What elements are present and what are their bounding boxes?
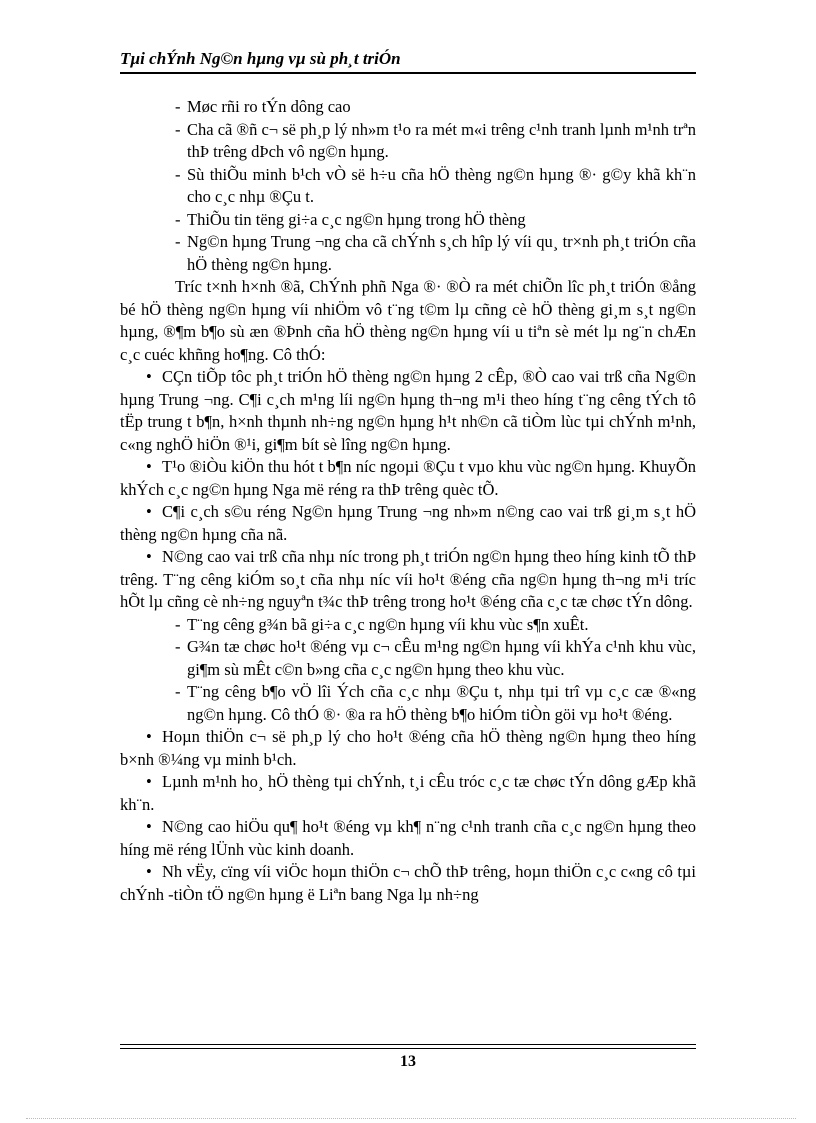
header-title: Tµi chÝnh Ng©n hµng vµ sù ph¸t triÓn <box>120 49 401 68</box>
dash-item <box>120 231 696 276</box>
bullet-item <box>120 456 696 501</box>
dash-item <box>120 636 696 681</box>
bullet-item <box>120 816 696 861</box>
bullet-item <box>120 366 696 456</box>
bullet-icon: • <box>146 862 152 881</box>
page-edge-divider <box>26 1118 796 1119</box>
dash-item-text: T¨ng cêng g¾n bã gi÷a c¸c ng©n hµng víi khu vùc s¶n xuÊt. <box>187 614 589 634</box>
dash-item <box>120 164 696 209</box>
header-rule <box>120 72 696 74</box>
bullet-item-text: Hoµn thiÖn c¬ së ph¸p lý cho ho¹t ®éng cña hÖ thèng ng©n hµng theo híng b×nh ®¼ng vµ minh b¹ch. <box>120 727 696 769</box>
bullet-item <box>120 861 696 906</box>
body-paragraph: Tríc t×nh h×nh ®ã, ChÝnh phñ Nga ®· ®Ò ra mét chiÕn lîc ph¸t triÓn ®ång bé hÖ thèng ng©n hµng víi nhiÖm vô t¨ng t©m lµ cñng cè hÖ thèng gi¸m s¸t ng©n hµng, ®¶m b¶o sù æn ®Þnh cña hÖ thèng ng©n hµng víi u tiªn sè mét lµ ng¨n chÆn c¸c cuéc khñng ho¶ng. Cô thÓ: <box>120 277 696 364</box>
bullet-item-text: Lµnh m¹nh ho¸ hÖ thèng tµi chÝnh, t¸i cÊu tróc c¸c tæ chøc tÝn dông gÆp khã kh¨n. <box>120 772 696 814</box>
dash-marker: - <box>175 682 181 701</box>
bullet-icon: • <box>146 772 152 791</box>
bullet-item-text: Nh vËy, cïng víi viÖc hoµn thiÖn c¬ chÕ thÞ trêng, hoµn thiÖn c¸c c«ng cô tµi chÝnh -tiÒn tÖ ng©n hµng ë Liªn bang Nga lµ nh÷ng <box>120 862 696 904</box>
page-number: 13 <box>400 1053 416 1070</box>
bullet-icon: • <box>146 457 152 476</box>
dash-item-text: ThiÕu tin tëng gi÷a c¸c ng©n hµng trong hÖ thèng <box>187 209 526 229</box>
dash-marker: - <box>175 614 181 634</box>
footer-rule <box>120 1048 696 1049</box>
dash-marker: - <box>175 232 181 251</box>
dash-marker: - <box>175 164 181 184</box>
dash-marker: - <box>175 209 181 229</box>
page-header <box>120 48 696 74</box>
dash-marker: - <box>175 119 181 139</box>
page-footer <box>120 1044 696 1071</box>
dash-marker: - <box>175 97 181 116</box>
dash-item <box>120 209 696 232</box>
bullet-item <box>120 501 696 546</box>
dash-item <box>120 96 696 119</box>
bullet-item-text: CÇn tiÕp tôc ph¸t triÓn hÖ thèng ng©n hµng 2 cÊp, ®Ò cao vai trß cña Ng©n hµng Trung ¬ng. C¶i c¸ch m¹ng líi ng©n hµng th¬ng m¹i theo híng t¨ng cêng tÝch tô tËp trung t b¶n, h×nh thµnh nh÷ng ng©n hµng h¹t nh©n cã tiÒm lùc tµi chÝnh m¹nh, c«ng nghÖ hiÖn ®¹i, gi¶m bít sè lîng ng©n hµng. <box>120 367 696 454</box>
dash-item-text: T¨ng cêng b¶o vÖ lîi Ých cña c¸c nhµ ®Çu t, nhµ tµi trî vµ c¸c cæ ®«ng ng©n hµng. Cô thÓ ®· ®a ra hÖ thèng b¶o hiÓm tiÒn göi vµ ho¹t ®éng. <box>187 682 696 724</box>
bullet-item <box>120 771 696 816</box>
dash-item-text: G¾n tæ chøc ho¹t ®éng vµ c¬ cÊu m¹ng ng©n hµng víi khÝa c¹nh khu vùc, gi¶m sù mÊt c©n b»ng cña c¸c ng©n hµng theo khu vùc. <box>187 637 696 679</box>
document-body <box>120 96 696 906</box>
dash-item-text: Sù thiÕu minh b¹ch vÒ së h÷u cña hÖ thèng ng©n hµng ®· g©y khã kh¨n cho c¸c nhµ ®Çu t. <box>187 164 696 206</box>
bullet-item <box>120 546 696 614</box>
dash-item <box>120 614 696 637</box>
dash-item-text: Ng©n hµng Trung ¬ng cha cã chÝnh s¸ch hîp lý víi qu¸ tr×nh ph¸t triÓn cña hÖ thèng ng©n hµng. <box>187 232 696 274</box>
dash-item <box>120 681 696 726</box>
bullet-item-text: N©ng cao vai trß cña nhµ níc trong ph¸t triÓn ng©n hµng theo híng kinh tÕ thÞ trêng. T¨ng cêng kiÓm so¸t cña nhµ níc víi ho¹t ®éng cña ng©n hµng th¬ng m¹i tríc hÕt lµ cñng cè nh÷ng nguyªn t¾c thÞ trêng trong ho¹t ®éng cña c¸c tæ chøc tÝn dông. <box>120 547 696 611</box>
bullet-item-text: N©ng cao hiÖu qu¶ ho¹t ®éng vµ kh¶ n¨ng c¹nh tranh cña c¸c ng©n hµng theo híng më réng lÜnh vùc kinh doanh. <box>120 817 696 859</box>
dash-item-text: Møc rñi ro tÝn dông cao <box>187 97 351 116</box>
dash-item-text: Cha cã ®ñ c¬ së ph¸p lý nh»m t¹o ra mét m«i trêng c¹nh tranh lµnh m¹nh trªn thÞ trêng dÞch vô ng©n hµng. <box>187 119 696 161</box>
dash-item <box>120 119 696 164</box>
bullet-icon: • <box>146 367 152 386</box>
bullet-item <box>120 726 696 771</box>
bullet-item-text: C¶i c¸ch s©u réng Ng©n hµng Trung ¬ng nh»m n©ng cao vai trß gi¸m s¸t hÖ thèng ng©n hµng cña nã. <box>120 502 696 544</box>
bullet-icon: • <box>146 727 152 746</box>
bullet-item-text: T¹o ®iÒu kiÖn thu hót t b¶n níc ngoµi ®Çu t vµo khu vùc ng©n hµng. KhuyÕn khÝch c¸c ng©n hµng Nga më réng ra thÞ trêng quèc tÕ. <box>120 457 696 499</box>
footer-rule <box>120 1044 696 1045</box>
bullet-icon: • <box>146 817 152 836</box>
dash-marker: - <box>175 637 181 656</box>
bullet-icon: • <box>146 547 152 566</box>
bullet-icon: • <box>146 502 152 521</box>
